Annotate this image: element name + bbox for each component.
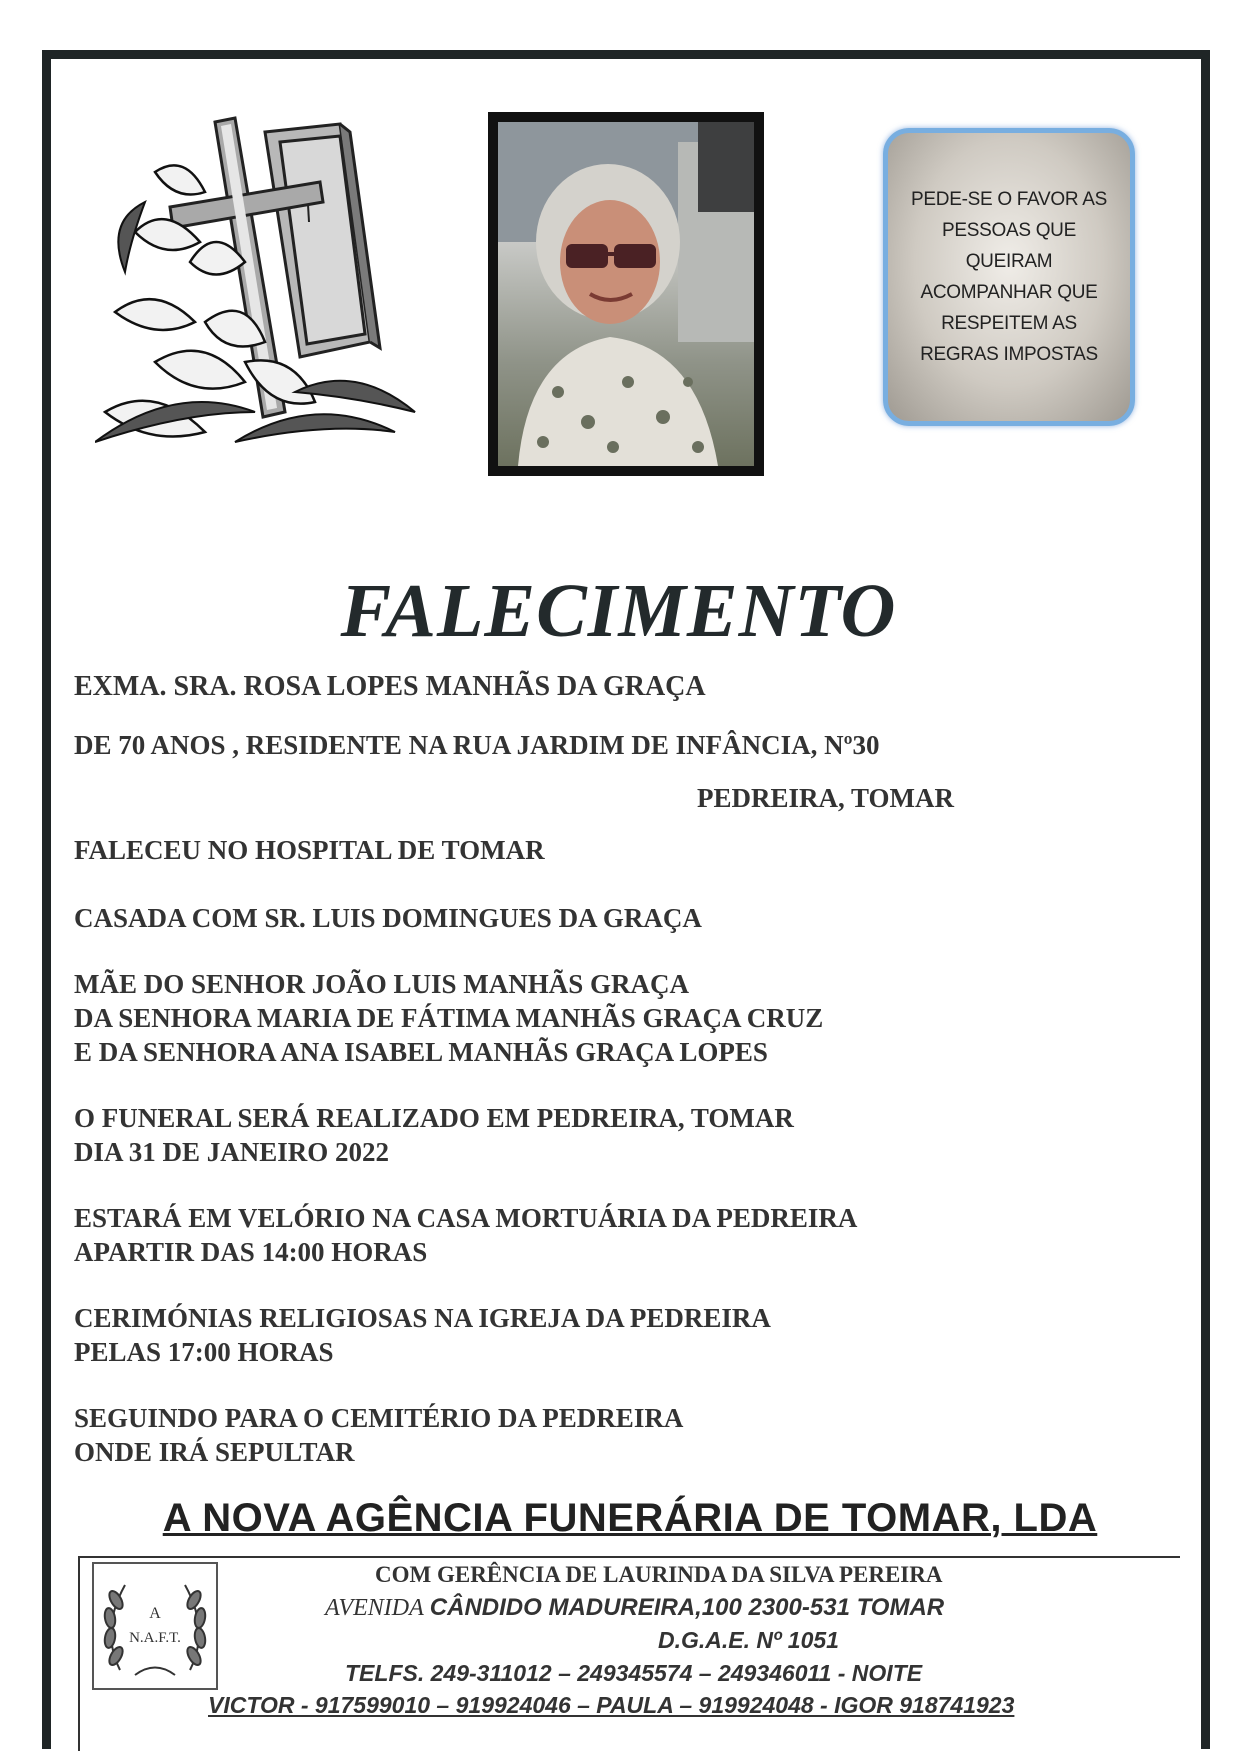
death-place: FALECEU NO HOSPITAL DE TOMAR (74, 835, 545, 865)
funeral-line: O FUNERAL SERÁ REALIZADO EM PEDREIRA, TOMAR (74, 1103, 794, 1133)
burial-block (74, 1401, 683, 1469)
address-line (325, 1594, 944, 1622)
locality: PEDREIRA, TOMAR (697, 783, 955, 813)
child-line: E DA SENHORA ANA ISABEL MANHÃS GRAÇA LOPES (74, 1037, 768, 1067)
wake-time: APARTIR DAS 14:00 HORAS (74, 1237, 428, 1267)
portrait-photo (498, 122, 754, 466)
night-phone-numbers: VICTOR - 917599010 – 919924046 – PAULA – 919924048 - IGOR 918741923 (208, 1692, 1015, 1718)
notice-box (883, 128, 1135, 426)
burial-line: SEGUINDO PARA O CEMITÉRIO DA PEDREIRA (74, 1403, 684, 1433)
spouse: CASADA COM SR. LUIS DOMINGUES DA GRAÇA (74, 903, 702, 933)
child-line: MÃE DO SENHOR JOÃO LUIS MANHÃS GRAÇA (74, 969, 690, 999)
wake-block (74, 1201, 857, 1269)
ceremony-time: PELAS 17:00 HORAS (74, 1337, 334, 1367)
page-title: FALECIMENTO (340, 569, 897, 653)
dgae-number: D.G.A.E. Nº 1051 (658, 1627, 839, 1653)
address: CÂNDIDO MADUREIRA,100 2300-531 TOMAR (429, 1594, 945, 1621)
age-residence: DE 70 ANOS , RESIDENTE NA RUA JARDIM DE INFÂNCIA, Nº30 (74, 730, 880, 760)
seal-text: N.A.F.T. (129, 1630, 181, 1646)
phone-numbers: TELFS. 249-311012 – 249345574 – 249346011 - NOITE (345, 1660, 923, 1686)
child-line: DA SENHORA MARIA DE FÁTIMA MANHÃS GRAÇA CRUZ (74, 1003, 824, 1033)
ceremony-line: CERIMÓNIAS RELIGIOSAS NA IGREJA DA PEDREIRA (74, 1303, 771, 1333)
notice-text: PEDE-SE O FAVOR AS PESSOAS QUE QUEIRAM ACOMPANHAR QUE RESPEITEM AS REGRAS IMPOSTAS (911, 189, 1107, 365)
deceased-name: EXMA. SRA. ROSA LOPES MANHÃS DA GRAÇA (74, 671, 706, 702)
burial-line-2: ONDE IRÁ SEPULTAR (74, 1437, 355, 1467)
funeral-block (74, 1101, 794, 1169)
address-prefix: AVENIDA (325, 1595, 424, 1621)
management: COM GERÊNCIA DE LAURINDA DA SILVA PEREIRA (375, 1562, 943, 1587)
children-block (74, 967, 823, 1069)
agency-seal-icon (90, 1560, 220, 1692)
agency-name: A NOVA AGÊNCIA FUNERÁRIA DE TOMAR, LDA (162, 1496, 1098, 1540)
portrait-photo-frame (488, 112, 764, 476)
wake-line: ESTARÁ EM VELÓRIO NA CASA MORTUÁRIA DA PEDREIRA (74, 1203, 858, 1233)
funeral-date: DIA 31 DE JANEIRO 2022 (74, 1137, 390, 1167)
cross-book-lilies-icon (95, 112, 425, 472)
seal-letter: A (149, 1605, 161, 1622)
ceremony-block (74, 1301, 771, 1369)
